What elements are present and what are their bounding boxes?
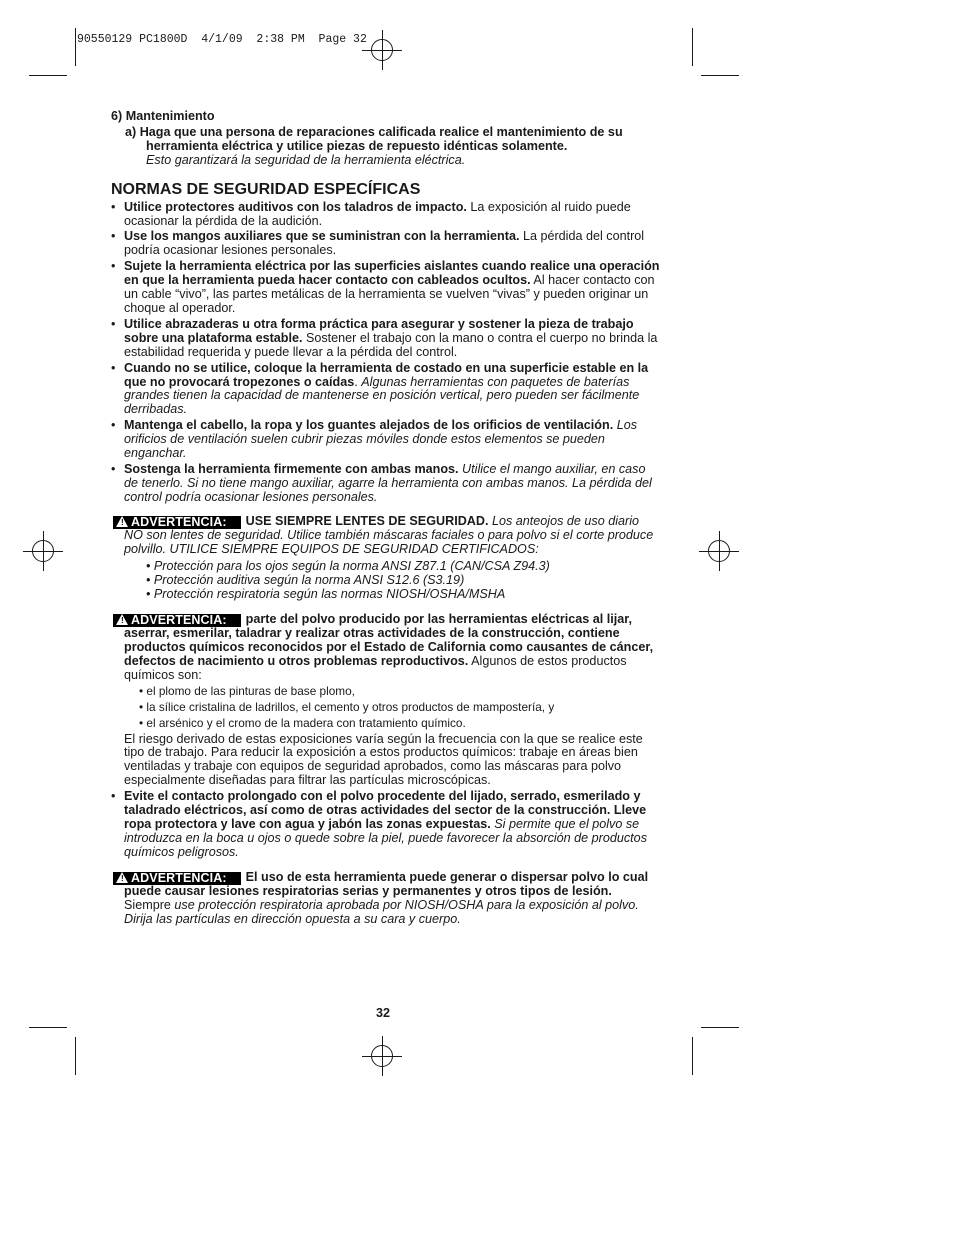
protection-item: • Protección para los ojos según la norma ANSI Z87.1 (CAN/CSA Z94.3): [146, 559, 550, 574]
maintenance-item-a: a) Haga que una persona de reparaciones calificada realice el mantenimiento de su herramienta eléctrica y utilice piezas de repuesto idénticas solamente.: [125, 124, 623, 153]
maintenance-item-a-note: Esto garantizará la seguridad de la herramienta eléctrica.: [146, 152, 466, 167]
warning-badge: ! ADVERTENCIA:: [113, 872, 241, 885]
safety-bullet: • Mantenga el cabello, la ropa y los guantes alejados de los orificios de ventilación. Los orificios de ventilación suelen cubrir piezas móviles donde estos elementos se pueden enganchar.: [111, 418, 638, 461]
safety-bullet: • Sujete la herramienta eléctrica por las superficies aislantes cuando realice una operación en que la herramienta pueda hacer contacto con cableados ocultos. Al hacer contacto con un cable “vivo”, las partes metálicas de la herramienta se vuelven “vivas” y pueden originar un choque al operador.: [111, 259, 660, 315]
crop-mark: [701, 1027, 739, 1028]
safety-bullet: • Cuando no se utilice, coloque la herramienta de costado en una superficie estable en la que no provocará tropezones o caídas. Algunas herramientas con paquetes de baterías grandes tienen la capacidad de mantenerse en posición vertical, pero pueden ser fácilmente derribadas.: [111, 360, 649, 417]
warning-badge: ! ADVERTENCIA:: [113, 614, 241, 627]
crop-mark: [29, 1027, 67, 1028]
section-title: NORMAS DE SEGURIDAD ESPECÍFICAS: [111, 180, 421, 198]
crop-mark: [692, 28, 693, 66]
safety-bullet: • Utilice protectores auditivos con los taladros de impacto. La exposición al ruido puede ocasionar la pérdida de la audición.: [111, 199, 631, 228]
safety-bullet-dust: • Evite el contacto prolongado con el polvo procedente del lijado, serrado, esmerilado y taladrado eléctricos, así como de otras actividades del sector de la construcción. Lleve ropa protectora y lave con agua y jabón las zonas expuestas. Si permite que el polvo se introduzca en la boca u ojos o quede sobre la piel, puede favorecer la absorción de productos químicos peligrosos.: [111, 789, 647, 859]
chemical-item: • el arsénico y el cromo de la madera con tratamiento químico.: [139, 715, 466, 730]
warning-triangle-icon: !: [116, 872, 128, 883]
section-heading-mantenimiento: 6) Mantenimiento: [111, 109, 215, 123]
warning-respiratory: ! ADVERTENCIA: El uso de esta herramienta puede generar o dispersar polvo lo cual puede causar lesiones respiratorias serias y permanentes y otros tipos de lesión. Siempre use protección respiratoria aprobada por NIOSH/OSHA para la exposición al polvo. Dirija las partículas en dirección opuesta a su cara y cuerpo.: [111, 871, 661, 927]
print-slug: 90550129 PC1800D 4/1/09 2:38 PM Page 32: [77, 33, 367, 46]
crop-mark: [75, 28, 76, 66]
crop-mark: [75, 1037, 76, 1075]
page-number: 32: [376, 1006, 391, 1020]
protection-item: • Protección auditiva según la norma ANSI S12.6 (S3.19): [146, 573, 465, 588]
exposure-paragraph: El riesgo derivado de estas exposiciones varía según la frecuencia con la que se realice este tipo de trabajo. Para reducir la exposición a estos productos químicos: trabaje en áreas bien ventiladas y trabaje con equipos de seguridad aprobados, como las máscaras para polvo especialmente diseñadas para filtrar las partículas microscópicas.: [124, 731, 643, 788]
safety-bullet: • Sostenga la herramienta firmemente con ambas manos. Utilice el mango auxiliar, en caso de tenerlo. Si no tiene mango auxiliar, agarre la herramienta con ambas manos. La pérdida del control podría ocasionar lesiones personales.: [111, 461, 652, 504]
chemical-item: • la sílice cristalina de ladrillos, el cemento y otros productos de mampostería, y: [139, 699, 555, 714]
warning-safety-glasses: ! ADVERTENCIA: USE SIEMPRE LENTES DE SEGURIDAD. Los anteojos de uso diario NO son lentes de seguridad. Utilice también máscaras faciales o para polvo si el corte produce polvillo. UTILICE SIEMPRE EQUIPOS DE SEGURIDAD CERTIFICADOS:: [111, 515, 661, 557]
warning-badge: ! ADVERTENCIA:: [113, 516, 241, 529]
crop-mark: [701, 75, 739, 76]
registration-mark-left: [23, 531, 63, 571]
registration-mark-right: [699, 531, 739, 571]
protection-item: • Protección respiratoria según las normas NIOSH/OSHA/MSHA: [146, 587, 506, 602]
crop-mark: [29, 75, 67, 76]
warning-triangle-icon: !: [116, 516, 128, 527]
safety-bullet: • Utilice abrazaderas u otra forma práctica para asegurar y sostener la pieza de trabajo sobre una plataforma estable. Sostener el trabajo con la mano o contra el cuerpo no brinda la estabilidad requerida y puede llevar a la pérdida del control.: [111, 316, 658, 359]
safety-bullet: • Use los mangos auxiliares que se suministran con la herramienta. La pérdida del control podría ocasionar lesiones personales.: [111, 229, 645, 258]
registration-mark-top: [362, 30, 402, 70]
crop-mark: [692, 1037, 693, 1075]
warning-chemicals: ! ADVERTENCIA: parte del polvo producido por las herramientas eléctricas al lijar, aserrar, esmerilar, taladrar y realizar otras actividades de la construcción, contiene productos químicos reconocidos por el Estado de California como causantes de cáncer, defectos de nacimiento u otros problemas reproductivos. Algunos de estos productos químicos son:: [111, 613, 661, 683]
registration-mark-bottom: [362, 1036, 402, 1076]
manual-page-content: [111, 110, 661, 926]
chemical-item: • el plomo de las pinturas de base plomo,: [139, 683, 355, 698]
warning-triangle-icon: !: [116, 614, 128, 625]
